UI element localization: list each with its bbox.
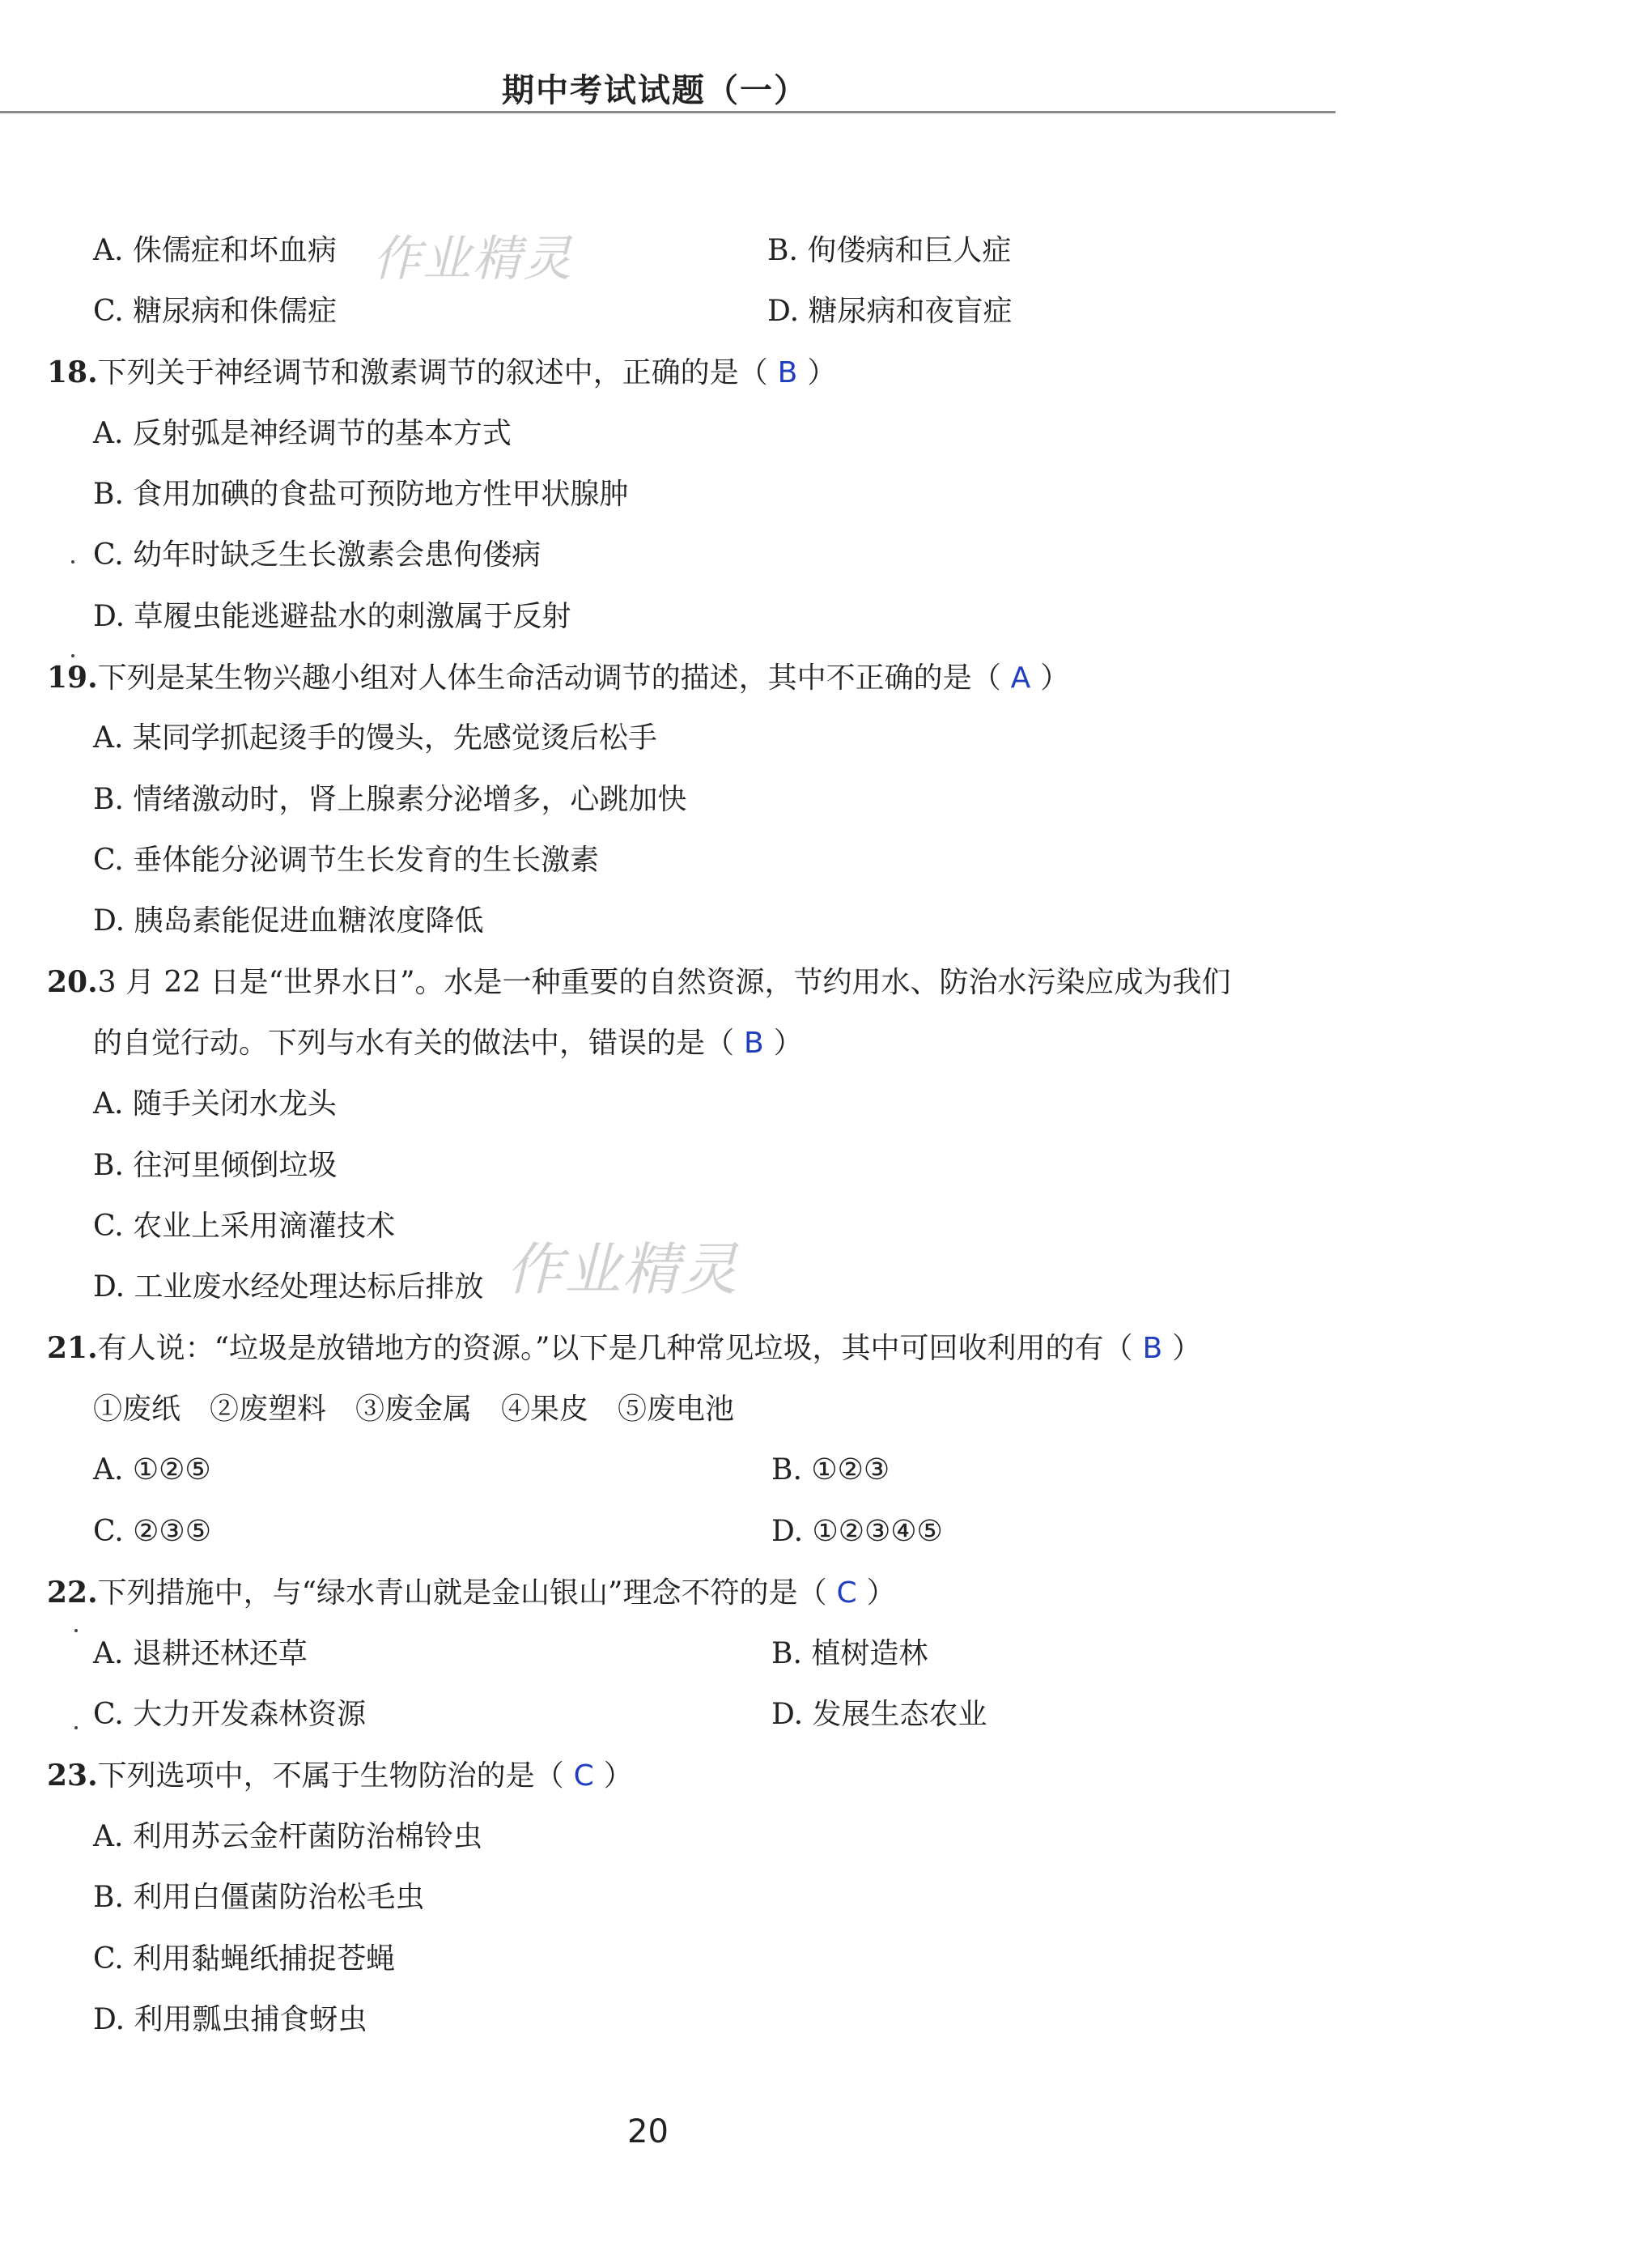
- page-number: 20: [627, 2113, 669, 2150]
- stray-dot: [71, 654, 74, 657]
- question-20-cont: [93, 1024, 803, 1063]
- q22-option-d: D. 发展生态农业: [771, 1698, 987, 1731]
- question-20: [47, 963, 1231, 1002]
- watermark-logo: 作业精灵: [372, 231, 573, 287]
- paren-close: ）: [1040, 661, 1070, 695]
- stray-dot: [74, 1629, 78, 1632]
- answer-mark: A: [1010, 661, 1031, 695]
- q20-option-d: D. 工业废水经处理达标后排放: [93, 1270, 484, 1304]
- stray-dot: [74, 1726, 78, 1729]
- q23-option-b: B. 利用白僵菌防治松毛虫: [93, 1881, 425, 1914]
- q17-option-a: A. 侏儒症和坏血病: [93, 234, 337, 267]
- q19-option-b: B. 情绪激动时，肾上腺素分泌增多，心跳加快: [93, 783, 687, 816]
- q23-option-d: D. 利用瓢虫捕食蚜虫: [93, 2003, 367, 2036]
- question-19: [47, 658, 1069, 698]
- q21-items: ①废纸 ②废塑料 ③废金属 ④果皮 ⑤废电池: [93, 1393, 735, 1426]
- stray-dot: [71, 560, 74, 564]
- q22-option-a: A. 退耕还林还草: [93, 1637, 308, 1670]
- question-22: [47, 1573, 896, 1613]
- q18-option-a: A. 反射弧是神经调节的基本方式: [93, 417, 512, 450]
- question-stem: 下列关于神经调节和激素调节的叙述中，正确的是（: [97, 356, 768, 389]
- paren-close: ）: [603, 1759, 633, 1793]
- q22-option-b: B. 植树造林: [771, 1637, 928, 1670]
- question-stem: 下列是某生物兴趣小组对人体生命活动调节的描述，其中不正确的是（: [97, 661, 1001, 695]
- watermark-logo: 作业精灵: [506, 1236, 739, 1303]
- answer-mark: B: [777, 356, 798, 389]
- q17-option-b: B. 佝偻病和巨人症: [767, 234, 1012, 267]
- q18-option-b: B. 食用加碘的食盐可预防地方性甲状腺肿: [93, 478, 629, 511]
- answer-mark: C: [573, 1759, 594, 1793]
- q20-option-a: A. 随手关闭水龙头: [93, 1087, 337, 1121]
- question-number: 18.: [47, 355, 98, 389]
- question-number: 21.: [47, 1331, 98, 1365]
- q23-option-c: C. 利用黏蝇纸捕捉苍蝇: [93, 1942, 396, 1976]
- q18-option-c: C. 幼年时缺乏生长激素会患佝偻病: [93, 538, 541, 572]
- question-stem: 的自觉行动。下列与水有关的做法中，错误的是（: [93, 1027, 735, 1060]
- q19-option-a: A. 某同学抓起烫手的馒头，先感觉烫后松手: [93, 721, 657, 755]
- question-stem: 下列措施中，与“绿水青山就是金山银山”理念不符的是（: [97, 1576, 827, 1610]
- paren-close: ）: [807, 356, 837, 389]
- question-18: [47, 353, 836, 393]
- q17-option-d: D. 糖尿病和夜盲症: [767, 295, 1013, 328]
- q17-option-c: C. 糖尿病和侏儒症: [93, 295, 338, 328]
- q21-option-b: B. ①②③: [771, 1453, 890, 1487]
- q18-option-d: D. 草履虫能逃避盐水的刺激属于反射: [93, 600, 571, 633]
- page-title: 期中考试试题（一）: [502, 72, 808, 109]
- answer-mark: C: [836, 1576, 857, 1610]
- page-header: [0, 65, 1336, 113]
- question-23: [47, 1756, 633, 1796]
- question-number: 23.: [47, 1759, 98, 1793]
- q19-option-d: D. 胰岛素能促进血糖浓度降低: [93, 904, 484, 938]
- q21-option-c: C. ②③⑤: [93, 1515, 211, 1548]
- q23-option-a: A. 利用苏云金杆菌防治棉铃虫: [93, 1820, 482, 1853]
- q19-option-c: C. 垂体能分泌调节生长发育的生长激素: [93, 844, 600, 877]
- question-number: 20.: [47, 965, 98, 999]
- question-number: 22.: [47, 1576, 98, 1610]
- paren-close: ）: [1172, 1332, 1202, 1365]
- q21-option-a: A. ①②⑤: [93, 1453, 211, 1487]
- question-number: 19.: [47, 661, 98, 695]
- q21-option-d: D. ①②③④⑤: [771, 1515, 943, 1548]
- q20-option-c: C. 农业上采用滴灌技术: [93, 1210, 396, 1243]
- question-stem: 3 月 22 日是“世界水日”。水是一种重要的自然资源，节约用水、防治水污染应成为我们: [97, 966, 1231, 999]
- q20-option-b: B. 往河里倾倒垃圾: [93, 1149, 338, 1182]
- question-21: [47, 1329, 1201, 1368]
- q22-option-c: C. 大力开发森林资源: [93, 1698, 367, 1731]
- question-stem: 有人说：“垃圾是放错地方的资源。”以下是几种常见垃圾，其中可回收利用的有（: [97, 1332, 1133, 1365]
- paren-close: ）: [866, 1576, 896, 1610]
- answer-mark: B: [1142, 1332, 1163, 1365]
- question-stem: 下列选项中，不属于生物防治的是（: [97, 1759, 564, 1793]
- paren-close: ）: [773, 1027, 803, 1060]
- answer-mark: B: [744, 1027, 764, 1060]
